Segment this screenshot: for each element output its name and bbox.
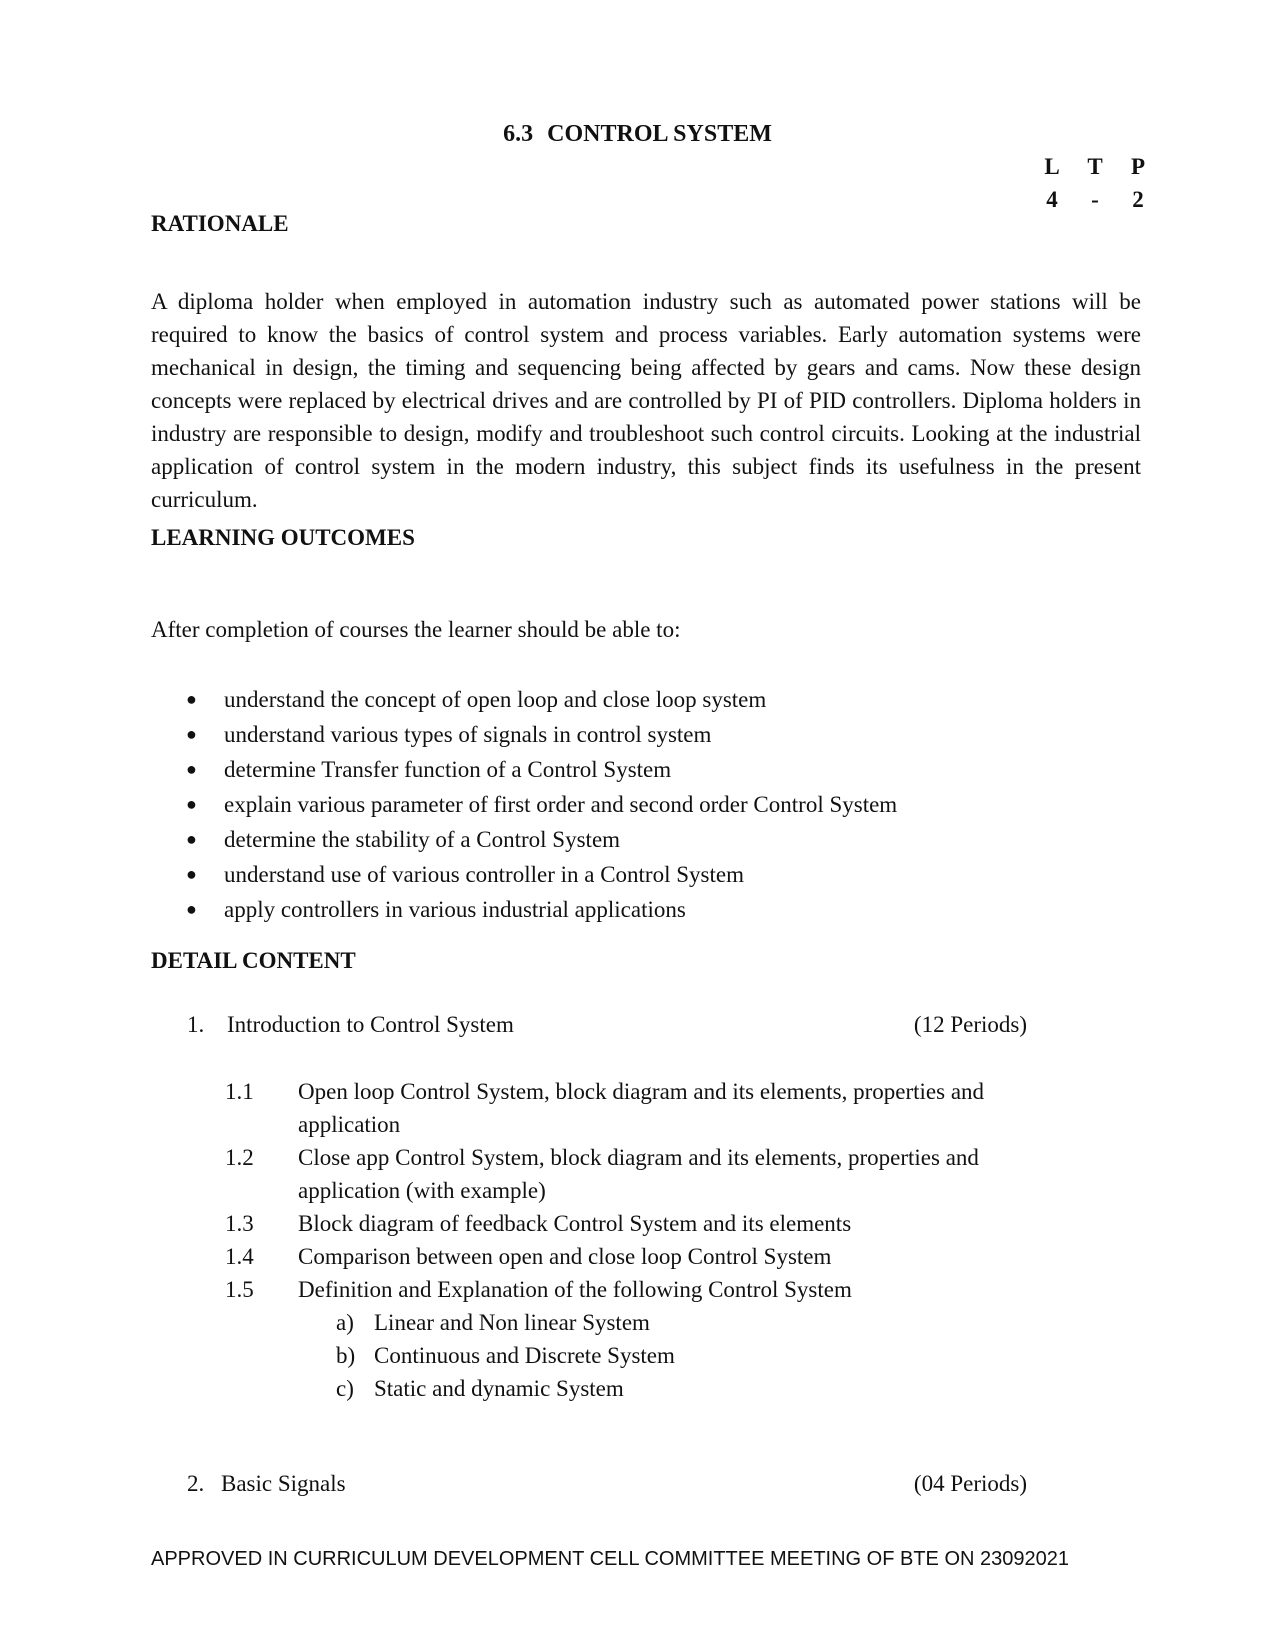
bullet-icon: ● [186,794,197,814]
learning-outcomes-intro: After completion of courses the learner should be able to: [151,617,681,642]
list-item: ● understand various types of signals in control system [186,717,897,752]
learning-outcomes-list [186,682,897,927]
ltp-header-l: L [1044,154,1060,179]
unit-periods: (04 Periods) [913,1471,1027,1496]
detail-content-heading: DETAIL CONTENT [151,948,356,973]
sub-item-c: c) Static and dynamic System [336,1376,624,1401]
sub-item-a: a) Linear and Non linear System [336,1310,650,1335]
bullet-icon: ● [186,759,197,779]
unit-periods: (12 Periods) [913,1012,1027,1037]
unit-title: Introduction to Control System [227,1012,514,1037]
bullet-icon: ● [186,899,197,919]
section-number: 6.3 [503,121,534,147]
ltp-header-row [1040,154,1150,187]
page-title [0,121,1275,148]
bullet-icon: ● [186,864,197,884]
ltp-value-row [1040,187,1150,220]
subtopic-1-3: 1.3 Block diagram of feedback Control System and its elements [225,1211,852,1236]
rationale-paragraph: A diploma holder when employed in automation industry such as automated power stations will be required to know the basics of control system and process variables. Early automation systems were mechanical in design, the timing and sequencing being affected by gears and cams. Now these design concepts were replaced by electrical drives and are controlled by PI of PID controllers. Diploma holders in industry are responsible to design, modify and troubleshoot such control circuits. Looking at the industrial application of control system in the modern industry, this subject finds its usefulness in the present curriculum. [151,289,1141,512]
unit-title: Basic Signals [221,1471,346,1496]
unit-1-header [187,1012,1027,1038]
ltp-header-p: P [1130,154,1146,179]
ltp-table [1040,154,1150,220]
unit-number: 2. [187,1471,205,1496]
sub-item-b: b) Continuous and Discrete System [336,1343,675,1368]
section-title: CONTROL SYSTEM [547,121,772,147]
unit-number: 1. [187,1012,205,1037]
list-item: ● determine the stability of a Control System [186,822,897,857]
subtopic-1-1: 1.1 Open loop Control System, block diagram and its elements, properties and application [225,1079,985,1137]
list-item: ● understand use of various controller in a Control System [186,857,897,892]
list-item: ● explain various parameter of first order and second order Control System [186,787,897,822]
page-footer: APPROVED IN CURRICULUM DEVELOPMENT CELL COMMITTEE MEETING OF BTE ON 23092021 [151,1548,1069,1570]
list-item: ● determine Transfer function of a Control System [186,752,897,787]
bullet-icon: ● [186,724,197,744]
ltp-value-t: - [1091,187,1099,212]
list-item: ● apply controllers in various industrial applications [186,892,897,927]
unit-2-header [187,1471,1027,1497]
learning-outcomes-heading: LEARNING OUTCOMES [151,525,415,550]
ltp-header-t: T [1087,154,1103,179]
ltp-value-l: 4 [1046,187,1058,212]
rationale-heading: RATIONALE [151,211,289,236]
list-item: ● understand the concept of open loop and close loop system [186,682,897,717]
subtopic-1-2: 1.2 Close app Control System, block diagram and its elements, properties and application (with example) [225,1145,979,1203]
ltp-value-p: 2 [1132,187,1144,212]
subtopic-1-4: 1.4 Comparison between open and close loop Control System [225,1244,832,1269]
subtopic-1-5: 1.5 Definition and Explanation of the following Control System [225,1277,852,1302]
bullet-icon: ● [186,689,197,709]
bullet-icon: ● [186,829,197,849]
